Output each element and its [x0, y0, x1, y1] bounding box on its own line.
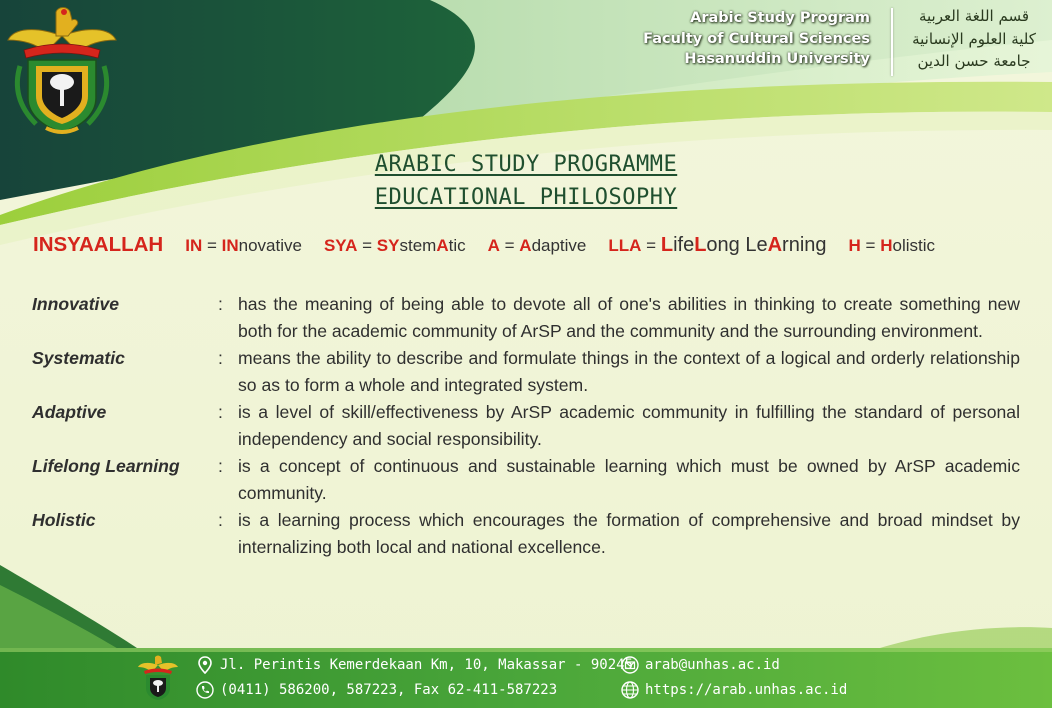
website-text[interactable]: https://arab.unhas.ac.id: [645, 682, 848, 698]
university-name: Hasanuddin University: [684, 51, 870, 67]
definition-innovative: [32, 291, 1020, 345]
definition-text: has the meaning of being able to devote all of one's abilities in thinking to create something new both for the academic community of ArSP and the community and the surrounding environment.: [238, 294, 1020, 341]
definition-colon: :: [218, 402, 223, 422]
definition-term: Systematic: [32, 348, 125, 368]
globe-icon: [621, 681, 639, 699]
definition-holistic: [32, 507, 1020, 561]
footer-email[interactable]: [621, 656, 780, 674]
email-text[interactable]: arab@unhas.ac.id: [645, 657, 780, 673]
title-line-2: EDUCATIONAL PHILOSOPHY: [374, 185, 678, 210]
acronym-in: IN = INnovative: [185, 236, 302, 255]
address-text: Jl. Perintis Kemerdekaan Km, 10, Makassar - 90245: [220, 657, 634, 673]
definition-term: Lifelong Learning: [32, 456, 180, 476]
definition-text: is a level of skill/effectiveness by ArSP academic community in fulfilling the standard of personal independency and social responsibility.: [238, 402, 1020, 449]
program-name-arabic: قسم اللغة العربية: [918, 7, 1030, 25]
title-line-1: ARABIC STUDY PROGRAMME: [374, 152, 678, 177]
definition-term: Adaptive: [32, 402, 107, 422]
definition-colon: :: [218, 510, 223, 530]
acronym-h: H = Holistic: [848, 236, 935, 255]
acronym-word: INSYAALLAH: [33, 233, 164, 256]
acronym-line: [33, 233, 1033, 257]
acronym-a: A = Adaptive: [487, 236, 587, 255]
university-name-arabic: جامعة حسن الدين: [917, 52, 1031, 70]
definition-lifelong-learning: [32, 453, 1020, 507]
definition-colon: :: [218, 348, 223, 368]
program-name: Arabic Study Program: [690, 10, 870, 26]
footer-emblem-icon: [138, 655, 178, 701]
definition-text: is a learning process which encourages the formation of comprehensive and broad mindset by internalizing both local and national excellence.: [238, 510, 1020, 557]
definition-systematic: [32, 345, 1020, 399]
footer-phone: [196, 681, 557, 699]
definition-colon: :: [218, 294, 223, 314]
definition-text: is a concept of continuous and sustainable learning which must be owned by ArSP academic community.: [238, 456, 1020, 503]
faculty-name-arabic: كلية العلوم الإنسانية: [912, 29, 1036, 48]
footer-website[interactable]: [621, 681, 847, 699]
phone-icon: [196, 681, 214, 699]
acronym-sya: SYA = SYstemAtic: [323, 236, 466, 255]
header-divider: [891, 8, 893, 76]
page-title: [0, 148, 1052, 214]
email-icon: [621, 656, 639, 674]
faculty-name: Faculty of Cultural Sciences: [643, 30, 870, 47]
location-pin-icon: [196, 656, 214, 674]
definition-term: Holistic: [32, 510, 96, 530]
definition-adaptive: [32, 399, 1020, 453]
footer-address: [196, 656, 633, 674]
university-emblem-icon: [6, 6, 118, 136]
definition-text: means the ability to describe and formulate things in the context of a logical and orderly relationship so as to form a whole and integrated system.: [238, 348, 1020, 395]
phone-text: (0411) 586200, 587223, Fax 62-411-587223: [220, 682, 558, 698]
definition-term: Innovative: [32, 294, 120, 314]
institution-english: [643, 8, 870, 70]
definitions-list: [32, 291, 1020, 561]
acronym-lla: LLA = LifeLong LeArning: [608, 234, 827, 256]
institution-arabic: [900, 5, 1048, 73]
definition-colon: :: [218, 456, 223, 476]
